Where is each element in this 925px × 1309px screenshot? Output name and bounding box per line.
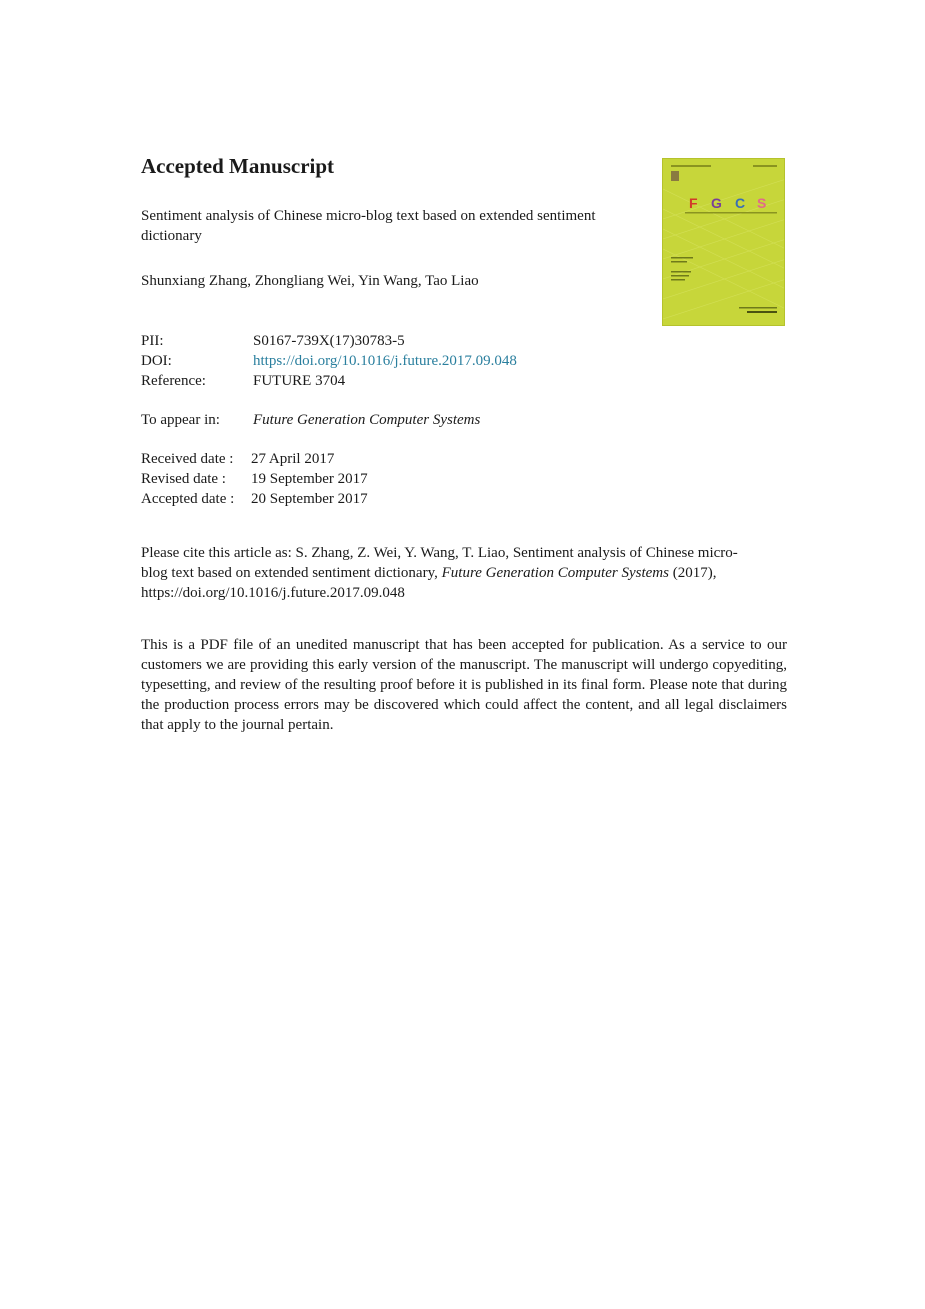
logo-letter-g: G bbox=[711, 195, 722, 211]
revised-date-label: Revised date : bbox=[141, 471, 226, 487]
reference-value: FUTURE 3704 bbox=[253, 373, 346, 389]
journal-name: Future Generation Computer Systems bbox=[253, 412, 481, 428]
citation-prefix: Please cite this article as: S. Zhang, Z. Wei, Y. Wang, T. Liao, Sentiment analysis of Chinese micro-blog text based on extended sentiment dictionary, bbox=[141, 545, 738, 581]
received-date-value: 27 April 2017 bbox=[251, 451, 335, 467]
reference-label: Reference: bbox=[141, 373, 206, 389]
received-date-label: Received date : bbox=[141, 451, 234, 467]
journal-logo bbox=[689, 195, 766, 211]
accepted-date-value: 20 September 2017 bbox=[251, 491, 368, 507]
pii-value: S0167-739X(17)30783-5 bbox=[253, 333, 405, 349]
doi-link[interactable]: https://doi.org/10.1016/j.future.2017.09.048 bbox=[253, 353, 517, 369]
cover-artwork bbox=[663, 159, 785, 326]
accepted-date-label: Accepted date : bbox=[141, 491, 235, 507]
logo-letter-c: C bbox=[735, 195, 746, 211]
cover-header-line bbox=[753, 165, 777, 167]
publisher-wordmark bbox=[747, 311, 777, 313]
appear-in-row bbox=[141, 410, 480, 430]
reference-row bbox=[141, 371, 345, 391]
accepted-date-row bbox=[141, 489, 368, 509]
cover-footer-line bbox=[739, 307, 777, 309]
doi-label: DOI: bbox=[141, 353, 172, 369]
article-title: Sentiment analysis of Chinese micro-blog text based on extended sentiment dictionary bbox=[141, 208, 596, 244]
pii-row bbox=[141, 331, 405, 351]
citation-journal: Future Generation Computer Systems bbox=[441, 565, 669, 581]
cover-header-line bbox=[671, 165, 711, 167]
citation-paragraph bbox=[141, 543, 761, 603]
cover-text-block bbox=[671, 257, 693, 281]
manuscript-notice: This is a PDF file of an unedited manuscript that has been accepted for publication. As a service to our customers we are providing this early version of the manuscript. The manuscript will undergo copyediting, typesetting, and review of the resulting proof before it is published in its final form. Please note that during the production process errors may be discovered which could affect the content, and all legal disclaimers that apply to the journal pertain. bbox=[141, 637, 787, 733]
page-heading: Accepted Manuscript bbox=[141, 154, 335, 178]
cover-subtitle-line bbox=[685, 212, 777, 214]
pii-label: PII: bbox=[141, 333, 164, 349]
citation-suffix: (2017), https://doi.org/10.1016/j.future.2017.09.048 bbox=[141, 565, 717, 601]
logo-letter-s: S bbox=[757, 195, 767, 211]
logo-letter-f: F bbox=[689, 195, 698, 211]
revised-date-row bbox=[141, 469, 368, 489]
journal-cover-image bbox=[662, 158, 785, 326]
doi-row bbox=[141, 351, 517, 371]
publisher-logo-icon bbox=[671, 171, 679, 181]
article-authors: Shunxiang Zhang, Zhongliang Wei, Yin Wang, Tao Liao bbox=[141, 273, 479, 289]
received-date-row bbox=[141, 449, 334, 469]
revised-date-value: 19 September 2017 bbox=[251, 471, 368, 487]
cover-pattern bbox=[663, 179, 785, 319]
appear-in-label: To appear in: bbox=[141, 412, 220, 428]
